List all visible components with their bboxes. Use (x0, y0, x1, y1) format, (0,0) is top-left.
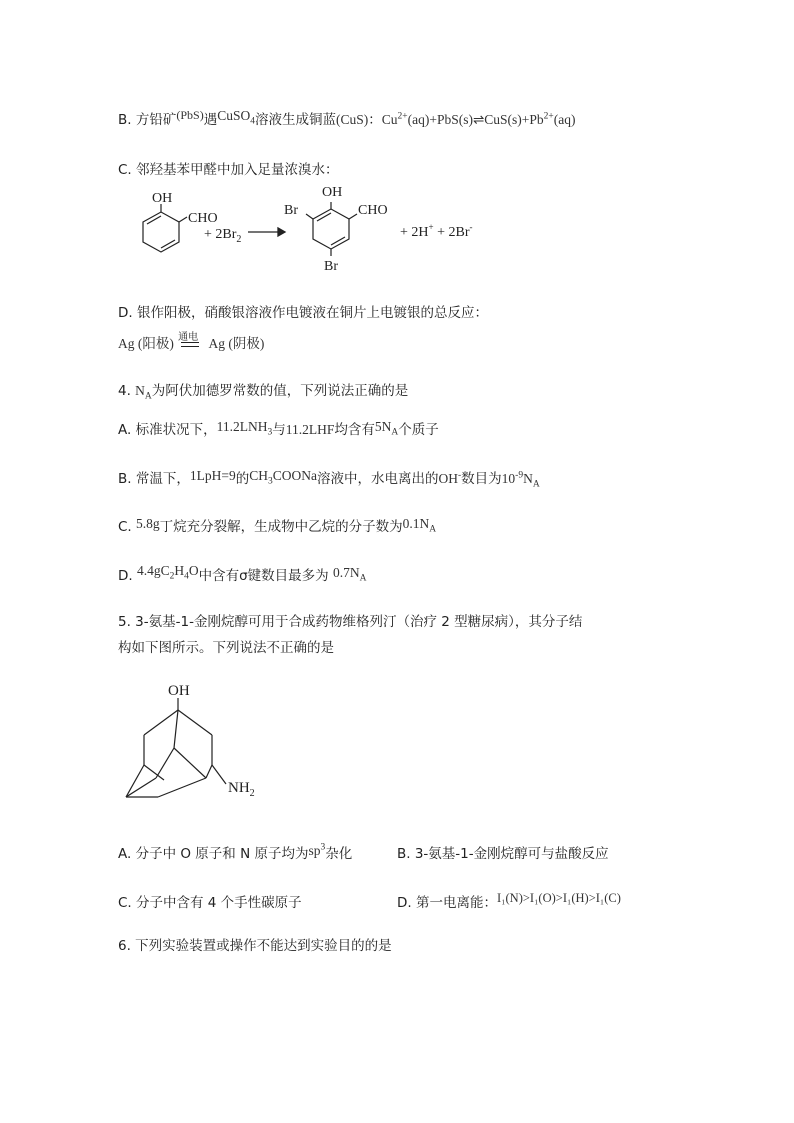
product-benzene-ring (306, 202, 357, 256)
q4-b-oh (438, 471, 461, 486)
q3-b-sep: ： (368, 112, 382, 128)
ions-h-sup: + (428, 222, 434, 232)
adamantane-cage (126, 698, 226, 797)
q5-option-c: C. 分子中含有 4 个手性碳原子 (118, 895, 302, 911)
q3-b-pbs: (PbS) (176, 108, 204, 122)
eq-pb-sup: 2+ (543, 111, 554, 122)
q4-a-f3-sub: A (391, 427, 399, 438)
q3-d-right: Ag (阴极) (208, 336, 265, 351)
product-cho: CHO (358, 203, 388, 218)
ions-h: + 2H (400, 225, 429, 240)
q4-a-f1-base: 11.2LNH (216, 419, 268, 434)
q5-nh2-sub: 2 (249, 788, 255, 799)
plus-br2 (204, 227, 241, 245)
q4-d-f1-o: O (188, 563, 199, 578)
q4-c-pre: C. (118, 519, 137, 535)
q5-nh2-label (228, 780, 255, 799)
q3-d-condition (178, 332, 204, 351)
q5-a-sp-base: sp (308, 843, 321, 858)
q3-option-d: D. 银作阳极，硝酸银溶液作电镀液在铜片上电镀银的总反应： (118, 305, 488, 321)
q4-c-mid: 丁烷充分裂解，生成物中乙烷的分子数为 (159, 519, 403, 535)
q4-b-mid2: 溶液中，水电离出的 (316, 471, 439, 487)
q4-d-f1 (136, 563, 199, 582)
ions (400, 222, 473, 240)
q3-d-equation (118, 332, 264, 352)
q4-number: 4. (118, 383, 136, 399)
br2-sub: 2 (236, 234, 242, 245)
q4-d-f1-sub2: 4 (184, 571, 189, 582)
q4-na-base: N (135, 383, 145, 398)
product-oh: OH (322, 185, 343, 200)
q4-c-f2-sub: A (429, 524, 437, 535)
q4-option-d (118, 564, 366, 587)
q4-a-mid2: 均含有 (334, 422, 375, 438)
q4-b-f3-n: N (523, 471, 533, 486)
q3-option-c: C. 邻羟基苯甲醛中加入足量浓溴水： (118, 162, 339, 178)
q5-stem-line2: 构如下图所示。下列说法不正确的是 (118, 640, 334, 656)
q3-b-prefix: B. 方铅矿 (118, 112, 177, 128)
q4-stem-text: 为阿伏加德罗常数的值，下列说法正确的是 (151, 383, 409, 399)
reactant-cho: CHO (188, 211, 218, 226)
q4-a-pre: A. 标准状况下， (118, 422, 217, 438)
q4-c-f2 (402, 516, 437, 535)
q4-d-f2 (332, 565, 367, 584)
q4-stem (118, 379, 408, 402)
q4-d-f2-base: 0.7N (332, 565, 360, 580)
q4-d-f1-h: H (174, 563, 185, 578)
q3-b-cuso4-base: CuSO (217, 108, 251, 123)
product-br-left: Br (284, 203, 298, 218)
q5-d-formula: I₁(N)>I₁(O)>I₁(H)>I₁(C) (496, 891, 621, 905)
q4-a-f3 (374, 419, 399, 438)
q4-c-f1: 5.8g (136, 516, 160, 531)
eq-cu-sup: 2+ (397, 111, 408, 122)
q4-b-pre: B. 常温下， (118, 471, 190, 487)
q5-a-pre: A. 分子中 O 原子和 N 原子均为 (118, 846, 309, 862)
q3-b-post: 溶液生成铜蓝 (254, 112, 336, 128)
q4-na (135, 383, 152, 402)
q5-option-b: B. 3-氨基-1-金刚烷醇可与盐酸反应 (397, 846, 609, 862)
q5-option-a (118, 842, 352, 862)
q3-b-equation (382, 112, 576, 127)
eq-cu: Cu (381, 112, 398, 127)
q4-d-f2-sub: A (359, 573, 367, 584)
reactant-oh: OH (152, 191, 173, 206)
q4-d-f1-base: 4.4gC (136, 563, 170, 578)
product-br-bottom: Br (324, 259, 338, 274)
reaction-arrow (248, 228, 285, 236)
eq-end: (aq) (553, 112, 576, 127)
q3-b-yu: 遇 (203, 112, 218, 128)
q4-a-f1 (216, 419, 273, 438)
reactant-benzene-ring (143, 204, 187, 252)
q3-b-cuso4 (217, 108, 255, 127)
q4-b-mid3: 数目为 (461, 471, 502, 487)
q4-option-a (118, 418, 439, 441)
q5-option-d (397, 891, 621, 911)
q4-b-oh-sup: - (457, 470, 462, 481)
q5-oh-label: OH (168, 683, 190, 699)
q5-d-pre: D. 第一电离能： (397, 895, 497, 911)
q4-d-f1-sub: 2 (169, 571, 175, 582)
q5-adamantane-structure (118, 680, 298, 810)
q3-c-reaction-diagram (118, 182, 518, 282)
q3-d-eq-lines (181, 342, 199, 347)
q4-b-f1: 1LpH=9 (189, 468, 236, 483)
eq-mid: (aq)+PbS(s)⇌CuS(s)+Pb (407, 112, 544, 127)
plus-br2-pre: + 2Br (204, 227, 237, 242)
q4-b-f2-tail: COONa (272, 468, 317, 483)
ions-br: + 2Br (433, 225, 470, 240)
q5-a-sp-sup: 3 (320, 842, 326, 853)
q4-na-sub: A (144, 391, 152, 402)
q4-c-f2-base: 0.1N (402, 516, 430, 531)
q4-b-f3-sup: -9 (515, 470, 524, 481)
q3-b-cuso4-sub: 4 (250, 116, 255, 127)
q4-option-b (118, 467, 540, 490)
q4-a-f3-base: 5N (374, 419, 392, 434)
q3-d-cond-text: 通电 (178, 332, 199, 343)
q5-a-sp3 (308, 843, 325, 858)
q5-a-post: 杂化 (325, 846, 353, 862)
q4-b-f2 (249, 468, 317, 487)
q4-d-pre: D. (118, 568, 137, 584)
q4-b-f3 (501, 470, 540, 490)
q4-option-c (118, 515, 436, 538)
q3-d-left: Ag (阳极) (118, 336, 174, 351)
q4-b-f2-sub: 3 (267, 476, 273, 487)
q3-option-b (118, 108, 576, 131)
q5-stem-line1: 5. 3-氨基-1-金刚烷醇可用于合成药物维格列汀（治疗 2 型糖尿病），其分子结 (118, 614, 583, 630)
q4-b-f3-base: 10 (501, 471, 516, 486)
ions-br-sup: - (469, 222, 473, 232)
q4-b-oh-base: OH (438, 471, 458, 486)
q4-b-f3-sub: A (532, 479, 540, 490)
q4-b-f2-base: CH (249, 468, 268, 483)
q5-nh2-base: NH (228, 780, 250, 796)
q4-a-post: 个质子 (398, 422, 439, 438)
q3-b-cus: (CuS) (335, 112, 369, 127)
q6-stem: 6. 下列实验装置或操作不能达到实验目的的是 (118, 938, 392, 954)
q4-b-mid: 的 (235, 471, 250, 487)
q4-a-f2: 11.2LHF (285, 422, 335, 437)
q4-a-mid: 与 (272, 422, 286, 438)
q4-d-mid: 中含有σ键数目最多为 (198, 568, 333, 584)
q4-a-f1-sub: 3 (267, 427, 273, 438)
